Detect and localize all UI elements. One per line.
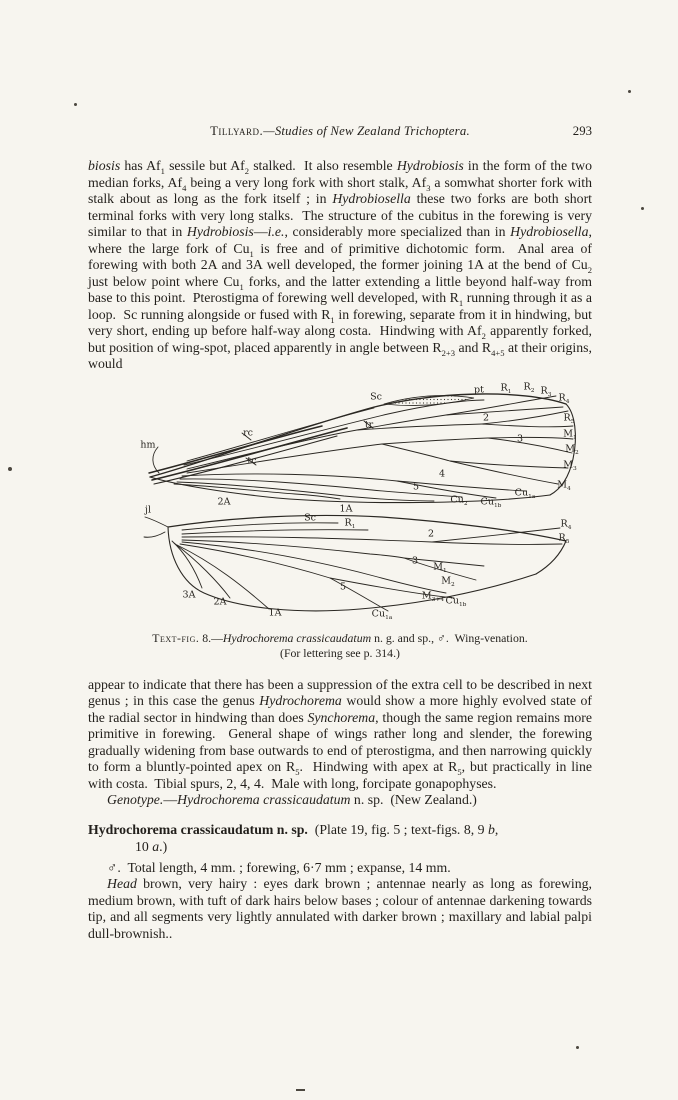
running-title-author: Tillyard. <box>210 124 264 138</box>
fig-label-fw-r2: $R_2$ <box>523 380 535 394</box>
genotype-line: Genotype.—Hydrochorema crassicaudatum n. sp. (New Zealand.) <box>107 792 477 807</box>
fig-label-fw-fork5: 5 <box>412 480 420 492</box>
fig-label-fw-m4: $M_4$ <box>557 478 571 492</box>
figure-caption-label: Text-fig. <box>152 630 200 645</box>
paragraph-continuation: biosis has $Af_1$ sessile but $Af_2$ stalked. It also resemble Hydrobiosis in the form of the two median forks, $Af_4$ being a very long fork with short stalk, $Af_3$ a somwhat shorter fork with stalk about as long as the fork itself ; in Hydrobiosella these two forks are both short terminal forks with very long stalks. The structure of the cubitus in the forewing is very similar to that in Hydrobiosis—i.e., considerably more specialized than in Hydrobiosella, where the large fork of $Cu_1$ is free and of primitive dichotomic form. Anal area of forewing with both 2A and 3A well developed, the former joining 1A at the bend of $Cu_2$ just below point where $Cu_1$ forks, and the latter extending a little beyond half-way from base to this point. Pterostigma of forewing well developed, with $R_1$ running through it as a loop. Sc running alongside or fused with $R_1$ in forewing, separate from it in hindwing, but very short, ending up before half-way along costa. Hindwing with $Af_2$ apparently forked, but position of wing-spot, placed apparently in angle between $R_{2+3}$ and $R_{4+5}$ at their origins, would <box>88 158 593 371</box>
fig-label-hw-r4: $R_4$ <box>560 517 572 531</box>
figure-caption <box>88 631 592 661</box>
fig-label-hw-cu1b: $Cu_{1b}$ <box>445 594 467 608</box>
page-content <box>88 124 592 942</box>
fig-label-hw-m1: $M_1$ <box>433 560 447 574</box>
fig-label-fw-pt: pt <box>474 383 484 395</box>
scan-speck <box>296 1089 305 1091</box>
fig-label-fw-cu1b: $Cu_{1b}$ <box>480 495 502 509</box>
fig-label-fw-r4: $R_4$ <box>558 391 570 405</box>
fig-label-hw-cu1a: $Cu_{1a}$ <box>371 607 393 621</box>
fig-label-fw-m1: $M_1$ <box>563 427 577 441</box>
species-heading-line1: Hydrochorema crassicaudatum n. sp. (Plate 19, fig. 5 ; text-figs. 8, 9 b, <box>88 821 499 837</box>
running-title-work: —Studies of New Zealand Trichoptera. <box>263 124 470 138</box>
fig-label-fw-fork4: 4 <box>438 467 446 479</box>
fig-label-hw-m2: $M_2$ <box>441 574 455 588</box>
running-title <box>210 124 470 138</box>
page-header <box>88 124 592 139</box>
fig-label-fw-cu1a: $Cu_{1a}$ <box>514 486 536 500</box>
fig-label-fw-rc: rc <box>243 426 253 438</box>
fig-label-fw-fork3: 3 <box>516 432 524 444</box>
head-description-paragraph: Head brown, very hairy : eyes dark brown ; antennae nearly as long as forewing, medium brown, with tuft of dark hairs below bases ; colour of antennae darkening towards tip, and all segments very lightly annulated with darker brown ; maxillary and labial palpi dull-brownish.. <box>88 876 592 941</box>
species-heading-line2: 10 a.) <box>135 838 168 854</box>
scan-speck <box>8 467 12 471</box>
fig-label-fw-m2: $M_2$ <box>565 442 579 456</box>
fig-label-hw-fork2: 2 <box>427 527 435 539</box>
species-heading <box>88 821 592 855</box>
figure-caption-line2: (For lettering see p. 314.) <box>280 645 400 660</box>
scan-speck <box>74 103 77 106</box>
fig-label-fw-r3: $R_3$ <box>540 384 552 398</box>
fig-label-hw-m34: $M_{3+4}$ <box>421 589 445 603</box>
fig-label-fw-tr: tr <box>364 418 374 430</box>
fig-label-fw-fork2: 2 <box>482 411 490 423</box>
fig-label-fw-1a: 1A <box>339 502 353 514</box>
page-number: 293 <box>572 124 592 138</box>
paragraph-2: appear to indicate that there has been a suppression of the extra cell to be described in next genus ; in this case the genus Hydrochorema would show a more highly evolved state of the radial sector in hindwing than does Synchorema, though the same region remains more primitive in forewing. General shape of wings rather long and slender, the forewing gradually widening from base outwards to end of pterostigma, and then narrowing quickly to form a bluntly-pointed apex on $R_5$. Hindwing with apex at $R_5$, but practically in line with costa. Tibial spurs, 2, 4, 4. Male with long, forcipate gonapophyses. <box>88 676 592 791</box>
wing-venation-drawing <box>132 381 592 626</box>
fig-label-hw-1a: 1A <box>268 606 282 618</box>
scan-speck <box>628 90 631 93</box>
scan-speck <box>576 1046 579 1049</box>
fig-label-hw-r1: $R_1$ <box>344 516 356 530</box>
fig-label-fw-m3: $M_3$ <box>563 458 577 472</box>
fig-label-fw-r1: $R_1$ <box>500 381 512 395</box>
text-figure-8 <box>132 381 592 626</box>
figure-caption-text: 8.—Hydrochorema crassicaudatum n. g. and sp., ♂. Wing-venation. <box>199 630 528 645</box>
scan-speck <box>641 207 644 210</box>
fig-label-fw-hm: hm <box>140 438 156 450</box>
fig-label-hw-fork3: 3 <box>411 554 419 566</box>
fig-label-hw-2a: 2A <box>213 595 227 607</box>
fig-label-fw-2a: 2A <box>217 495 231 507</box>
fig-label-fw-tc: tc <box>247 454 257 466</box>
fig-label-hw-r5: $R_5$ <box>558 531 570 545</box>
fig-label-hw-jl: jl <box>145 503 151 515</box>
fig-label-fw-r5: $R_5$ <box>563 411 575 425</box>
figure-caption-line1 <box>88 631 592 646</box>
fig-label-fw-sc: Sc <box>370 390 382 402</box>
fig-label-hw-3a: 3A <box>182 588 196 600</box>
male-measurements-line: ♂. Total length, 4 mm. ; forewing, 6·7 mm ; expanse, 14 mm. <box>107 859 451 875</box>
fig-label-hw-fork5: 5 <box>339 580 347 592</box>
fig-label-fw-cu2: $Cu_2$ <box>450 493 468 507</box>
fig-label-hw-sc: Sc <box>304 511 316 523</box>
